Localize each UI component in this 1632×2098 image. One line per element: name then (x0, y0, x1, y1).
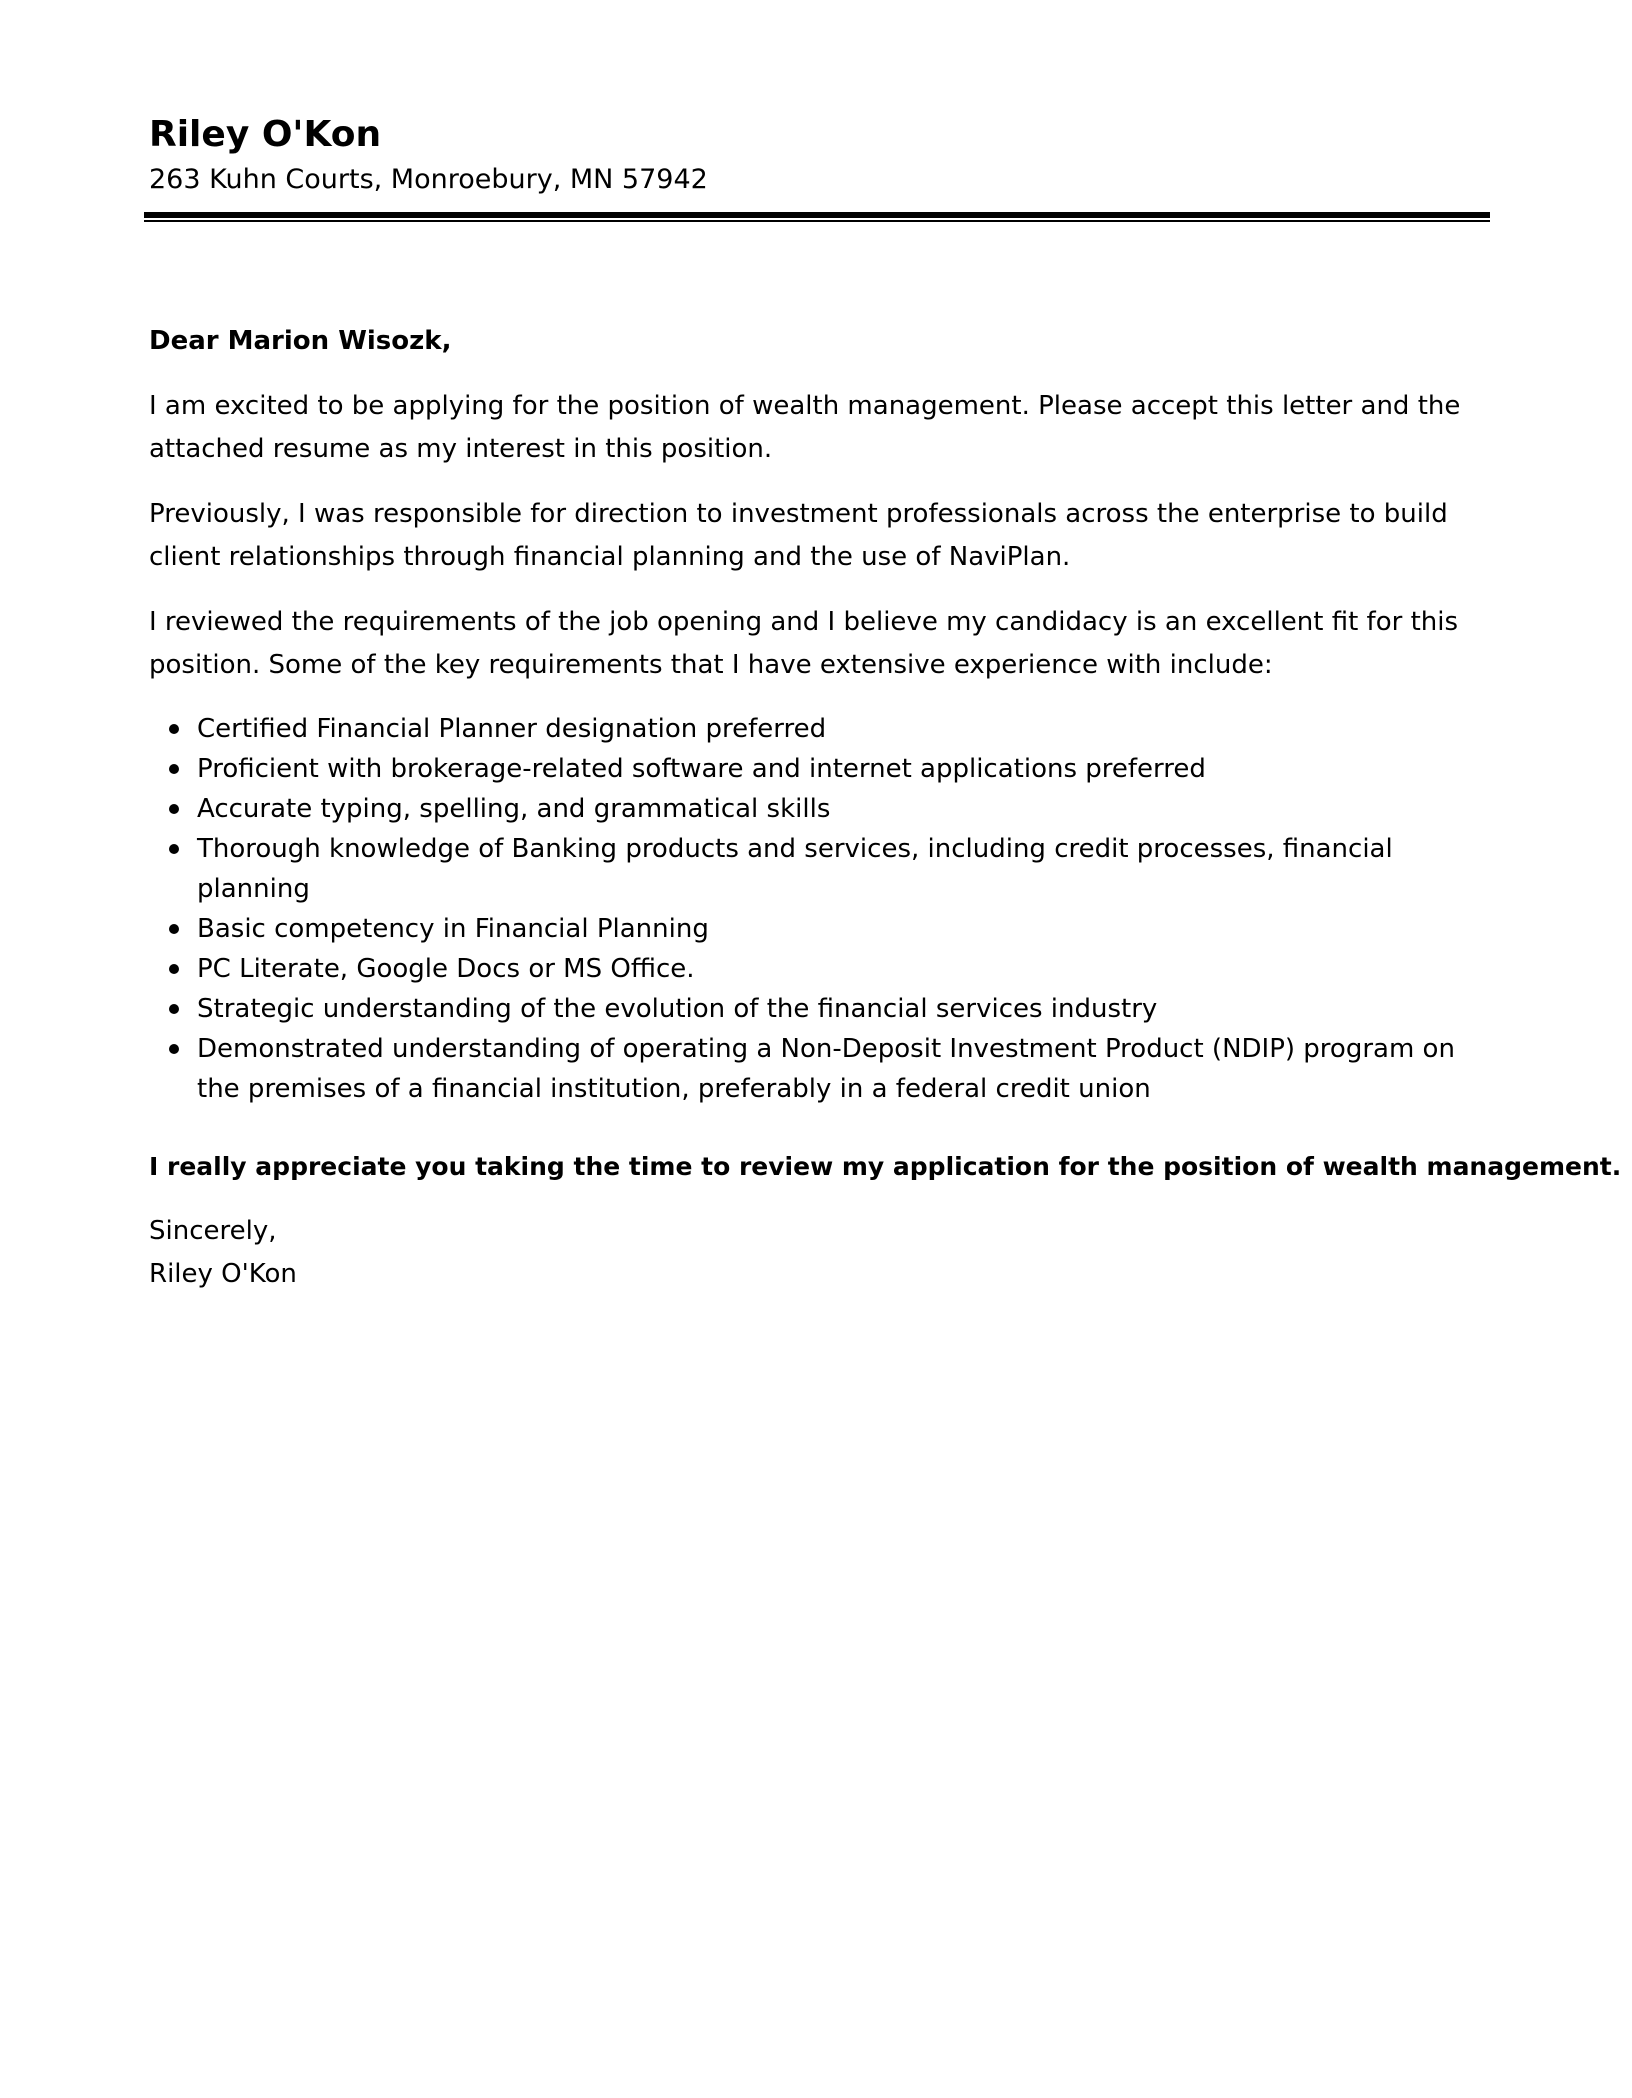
list-item (149, 1029, 1494, 1109)
paragraph-experience: Previously, I was responsible for direction to investment professionals across the enterprise to build client relationships through financial planning and the use of NaviPlan. (149, 499, 1448, 572)
header-divider (144, 212, 1490, 223)
divider-thin-line (144, 220, 1490, 222)
signoff: Sincerely, (149, 1216, 277, 1246)
sender-name: Riley O'Kon (149, 114, 382, 155)
signature-name: Riley O'Kon (149, 1259, 297, 1289)
list-item (149, 749, 1494, 789)
salutation: Dear Marion Wisozk, (149, 326, 452, 356)
bullet-icon (169, 724, 179, 734)
paragraph-intro: I am excited to be applying for the position of wealth management. Please accept this letter and the attached resume as my interest in this position. (149, 391, 1461, 464)
letter-header (149, 110, 1489, 200)
list-item (149, 709, 1494, 749)
bullet-icon (169, 924, 179, 934)
bullet-icon (169, 844, 179, 854)
list-item-text: Accurate typing, spelling, and grammatical skills (197, 794, 831, 824)
bullet-icon (169, 1044, 179, 1054)
letter-body (149, 320, 1622, 1296)
closing-statement: I really appreciate you taking the time to review my application for the position of wealth management. (149, 1152, 1622, 1181)
list-item-text: PC Literate, Google Docs or MS Office. (197, 954, 695, 984)
list-item (149, 789, 1494, 829)
requirements-list (149, 709, 1494, 1109)
sender-address: 263 Kuhn Courts, Monroebury, MN 57942 (149, 164, 708, 195)
paragraph-requirements: I reviewed the requirements of the job opening and I believe my candidacy is an excellent fit for this position. Some of the key requirements that I have extensive experience with include: (149, 607, 1459, 680)
list-item-text: Basic competency in Financial Planning (197, 914, 709, 944)
list-item-text: Strategic understanding of the evolution of the financial services industry (197, 994, 1158, 1024)
list-item (149, 909, 1494, 949)
list-item (149, 989, 1494, 1029)
bullet-icon (169, 964, 179, 974)
bullet-icon (169, 1004, 179, 1014)
list-item-text: Thorough knowledge of Banking products and services, including credit processes, financial planning (197, 834, 1393, 904)
bullet-icon (169, 804, 179, 814)
list-item-text: Certified Financial Planner designation preferred (197, 714, 827, 744)
list-item-text: Demonstrated understanding of operating a Non-Deposit Investment Product (NDIP) program on the premises of a financial institution, preferably in a federal credit union (197, 1034, 1455, 1104)
list-item-text: Proficient with brokerage-related software and internet applications preferred (197, 754, 1206, 784)
divider-thick-line (144, 212, 1490, 218)
list-item (149, 829, 1494, 909)
bullet-icon (169, 764, 179, 774)
list-item (149, 949, 1494, 989)
